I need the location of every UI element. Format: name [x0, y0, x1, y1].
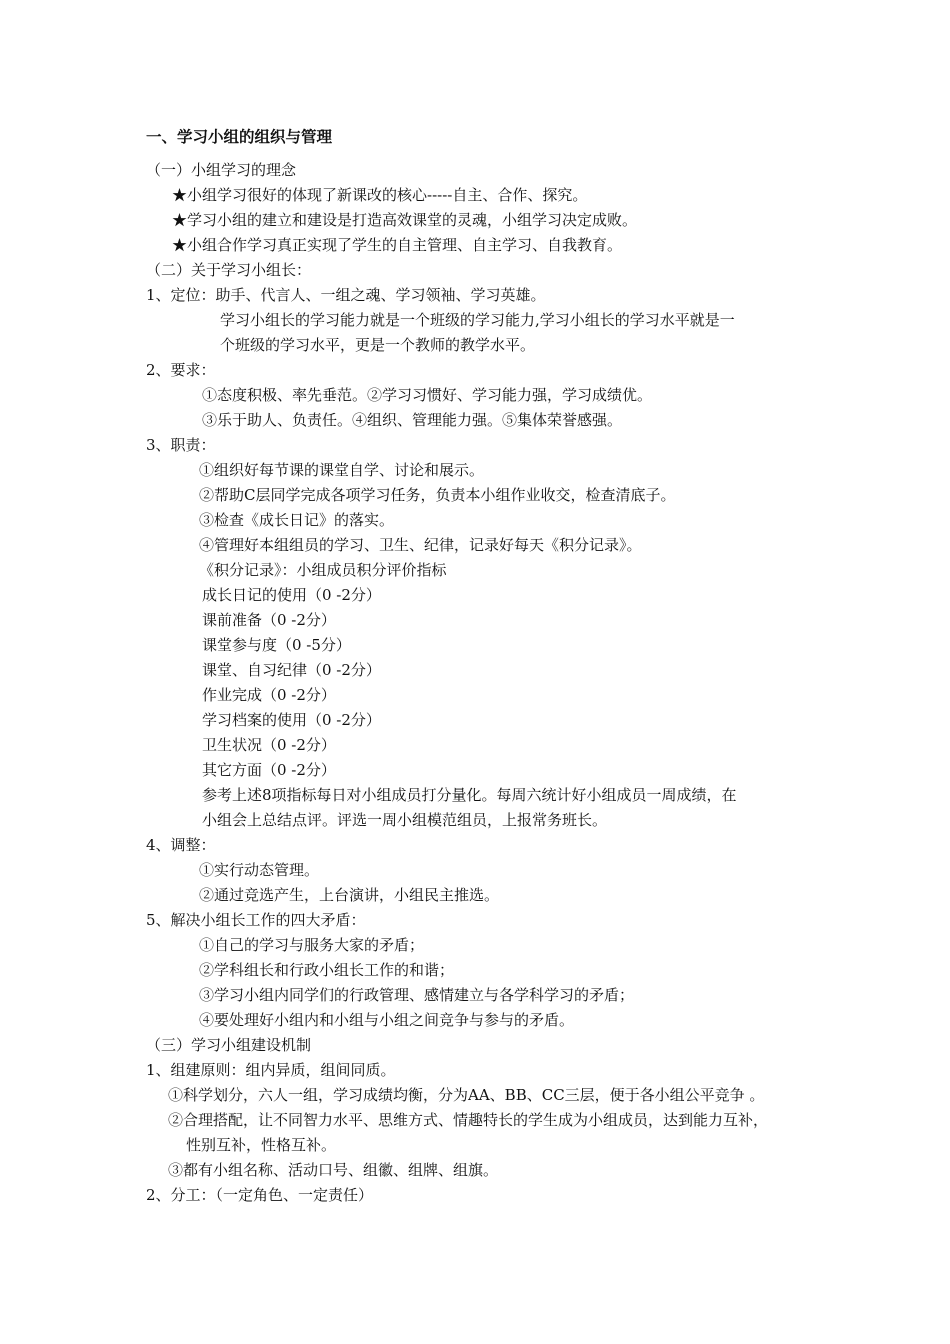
paragraph-line: ①自己的学习与服务大家的矛盾；	[199, 936, 425, 954]
paragraph-line: ①实行动态管理。	[199, 861, 320, 879]
score-list-title: 《积分记录》：小组成员积分评价指标	[199, 561, 447, 579]
section-heading-1: （一）小组学习的理念	[146, 161, 297, 179]
paragraph-line: 学习小组长的学习能力就是一个班级的学习能力,学习小组长的学习水平就是一	[220, 311, 735, 329]
paragraph-label: 3、职责：	[146, 436, 216, 454]
paragraph-label: 1、定位：助手、代言人、一组之魂、学习领袖、学习英雄。	[146, 286, 546, 304]
paragraph-line: ③都有小组名称、活动口号、组徽、组牌、组旗。	[168, 1161, 499, 1179]
score-item: 作业完成（0 -2分）	[202, 686, 336, 704]
concept-item: ★小组学习很好的体现了新课改的核心-----自主、合作、探究。	[172, 186, 588, 204]
paragraph-line: ③乐于助人、负责任。④组织、管理能力强。⑤集体荣誉感强。	[202, 411, 623, 429]
duty-item: ②帮助C层同学完成各项学习任务，负责本小组作业收交，检查清底子。	[199, 486, 676, 504]
document-title: 一、学习小组的组织与管理	[146, 127, 333, 146]
paragraph-line: ①科学划分，六人一组，学习成绩均衡，分为AA、BB、CC三层，便于各小组公平竞争 。	[168, 1086, 765, 1104]
paragraph-line: ②通过竞选产生，上台演讲，小组民主推选。	[199, 886, 500, 904]
concept-item: ★学习小组的建立和建设是打造高效课堂的灵魂，小组学习决定成败。	[172, 211, 638, 229]
paragraph-line: ②学科组长和行政小组长工作的和谐；	[199, 961, 455, 979]
score-item: 课前准备（0 -2分）	[202, 611, 336, 629]
score-item: 课堂、自习纪律（0 -2分）	[202, 661, 381, 679]
score-item: 其它方面（0 -2分）	[202, 761, 336, 779]
duty-item: ③检查《成长日记》的落实。	[199, 511, 395, 529]
paragraph-label: 2、要求：	[146, 361, 216, 379]
duty-item: ①组织好每节课的课堂自学、讨论和展示。	[199, 461, 485, 479]
paragraph-line: ②合理搭配，让不同智力水平、思维方式、情趣特长的学生成为小组成员，达到能力互补，	[168, 1111, 769, 1129]
score-item: 卫生状况（0 -2分）	[202, 736, 336, 754]
concept-item: ★小组合作学习真正实现了学生的自主管理、自主学习、自我教育。	[172, 236, 623, 254]
paragraph-label: 5、解决小组长工作的四大矛盾：	[146, 911, 366, 929]
score-note: 参考上述8项指标每日对小组成员打分量化。每周六统计好小组成员一周成绩，在	[202, 786, 737, 804]
score-item: 成长日记的使用（0 -2分）	[202, 586, 381, 604]
paragraph-line: 性别互补，性格互补。	[186, 1136, 337, 1154]
paragraph-label: 1、组建原则：组内异质，组间同质。	[146, 1061, 396, 1079]
score-note: 小组会上总结点评。评选一周小组模范组员，上报常务班长。	[202, 811, 608, 829]
paragraph-line: ④要处理好小组内和小组与小组之间竞争与参与的矛盾。	[199, 1011, 575, 1029]
section-heading-2: （二）关于学习小组长：	[146, 261, 312, 279]
paragraph-label: 2、分工：（一定角色、一定责任）	[146, 1186, 374, 1204]
score-item: 课堂参与度（0 -5分）	[202, 636, 351, 654]
section-heading-3: （三）学习小组建设机制	[146, 1036, 312, 1054]
paragraph-line: ③学习小组内同学们的行政管理、感情建立与各学科学习的矛盾；	[199, 986, 635, 1004]
duty-item: ④管理好本组组员的学习、卫生、纪律，记录好每天《积分记录》。	[199, 536, 642, 554]
paragraph-label: 4、调整：	[146, 836, 216, 854]
paragraph-line: 个班级的学习水平，更是一个教师的教学水平。	[220, 336, 536, 354]
paragraph-line: ①态度积极、率先垂范。②学习习惯好、学习能力强，学习成绩优。	[202, 386, 653, 404]
score-item: 学习档案的使用（0 -2分）	[202, 711, 381, 729]
